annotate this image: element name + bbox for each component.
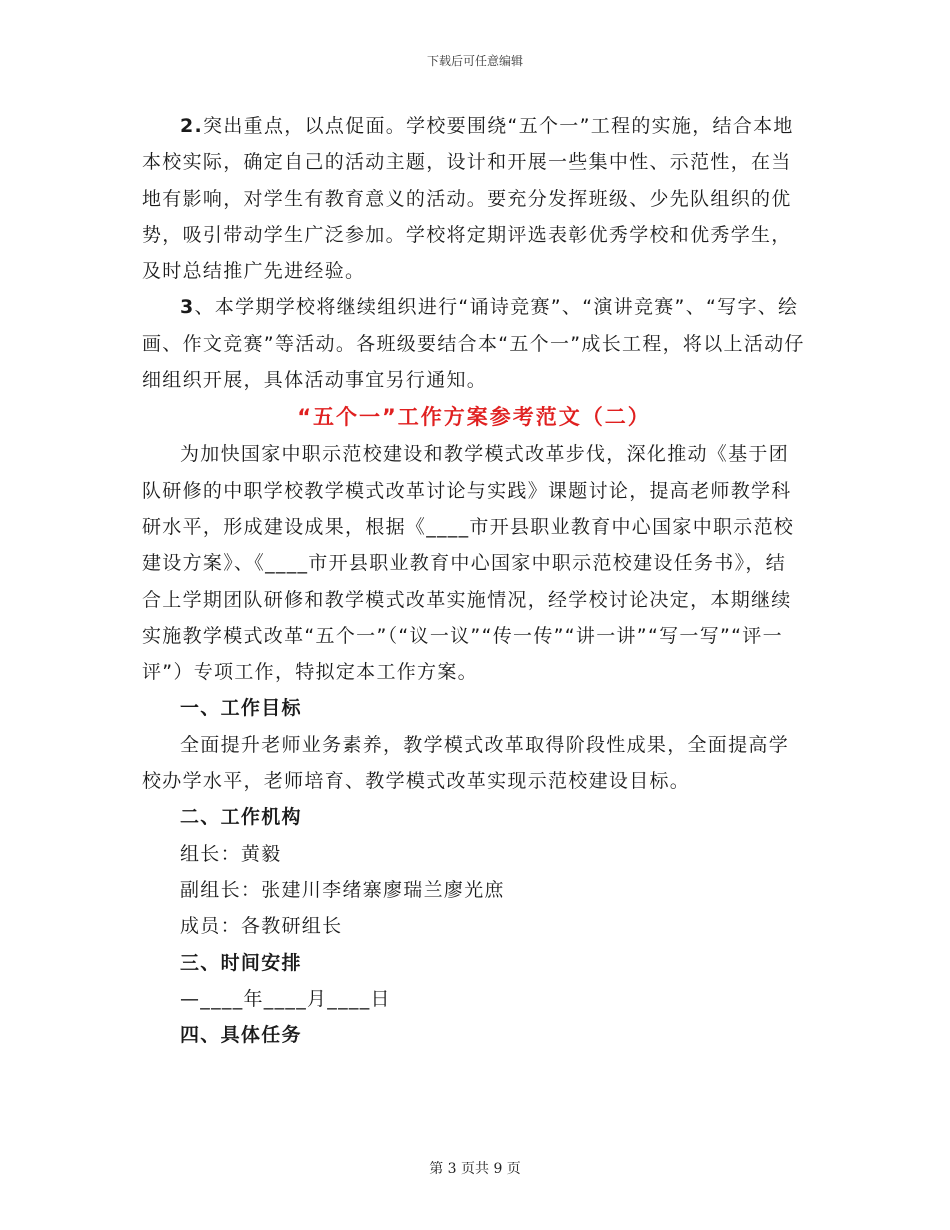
schedule-line: —____年____月____日 bbox=[180, 987, 391, 1010]
intro-paragraph: 为加快国家中职示范校建设和教学模式改革步伐，深化推动《基于团队研修的中职学校教学模式改革讨论与实践》课题讨论，提高老师教学科研水平，形成建设成果，根据《____市开县职业教育中心国家中职示范校建设方案》、《____市开县职业教育中心国家中职示范校建设任务书》，结合上学期团队研修和教学模式改革实施情况，经学校讨论决定，本期继续实施教学模式改革“五个一”（“议一议”“传一传”“讲一讲”“写一写”“评一评”）专项工作，特拟定本工作方案。 bbox=[142, 443, 795, 684]
paragraph-3-text: 、本学期学校将继续组织进行“诵诗竞赛”、“演讲竞赛”、“写字、绘画、作文竞赛”等活动。各班级要结合本“五个一”成长工程，将以上活动仔细组织开展，具体活动事宜另行通知。 bbox=[142, 296, 805, 392]
heading-schedule: 三、时间安排 bbox=[180, 951, 302, 974]
heading-work-org: 二、工作机构 bbox=[180, 806, 302, 829]
vice-leader-line: 副组长：张建川李绪寨廖瑞兰廖光庶 bbox=[180, 878, 505, 901]
work-goal-text: 全面提升老师业务素养，教学模式改革取得阶段性成果，全面提高学校办学水平，老师培育、教学模式改革实现示范校建设目标。 bbox=[142, 733, 790, 793]
leader-line: 组长：黄毅 bbox=[180, 842, 282, 865]
heading-work-goal: 一、工作目标 bbox=[180, 697, 302, 720]
section-title: “五个一”工作方案参考范文（二） bbox=[297, 405, 651, 430]
heading-tasks: 四、具体任务 bbox=[180, 1024, 302, 1047]
page-header: 下载后可任意编辑 bbox=[426, 54, 523, 68]
document-body bbox=[142, 108, 806, 1053]
paragraph-2 bbox=[142, 108, 806, 289]
paragraph-3 bbox=[142, 289, 806, 398]
paragraph-2-text: 突出重点，以点促面。学校要围绕“五个一”工程的实施，结合本地本校实际，确定自己的活动主题，设计和开展一些集中性、示范性，在当地有影响，对学生有教育意义的活动。要充分发挥班级、少先队组织的优势，吸引带动学生广泛参加。学校将定期评选表彰优秀学校和优秀学生，及时总结推广先进经验。 bbox=[142, 115, 794, 283]
page-footer: 第 3 页共 9 页 bbox=[429, 1161, 521, 1177]
paragraph-2-number: 2. bbox=[180, 115, 204, 137]
members-line: 成员：各教研组长 bbox=[180, 915, 343, 938]
paragraph-3-number: 3 bbox=[180, 296, 195, 319]
